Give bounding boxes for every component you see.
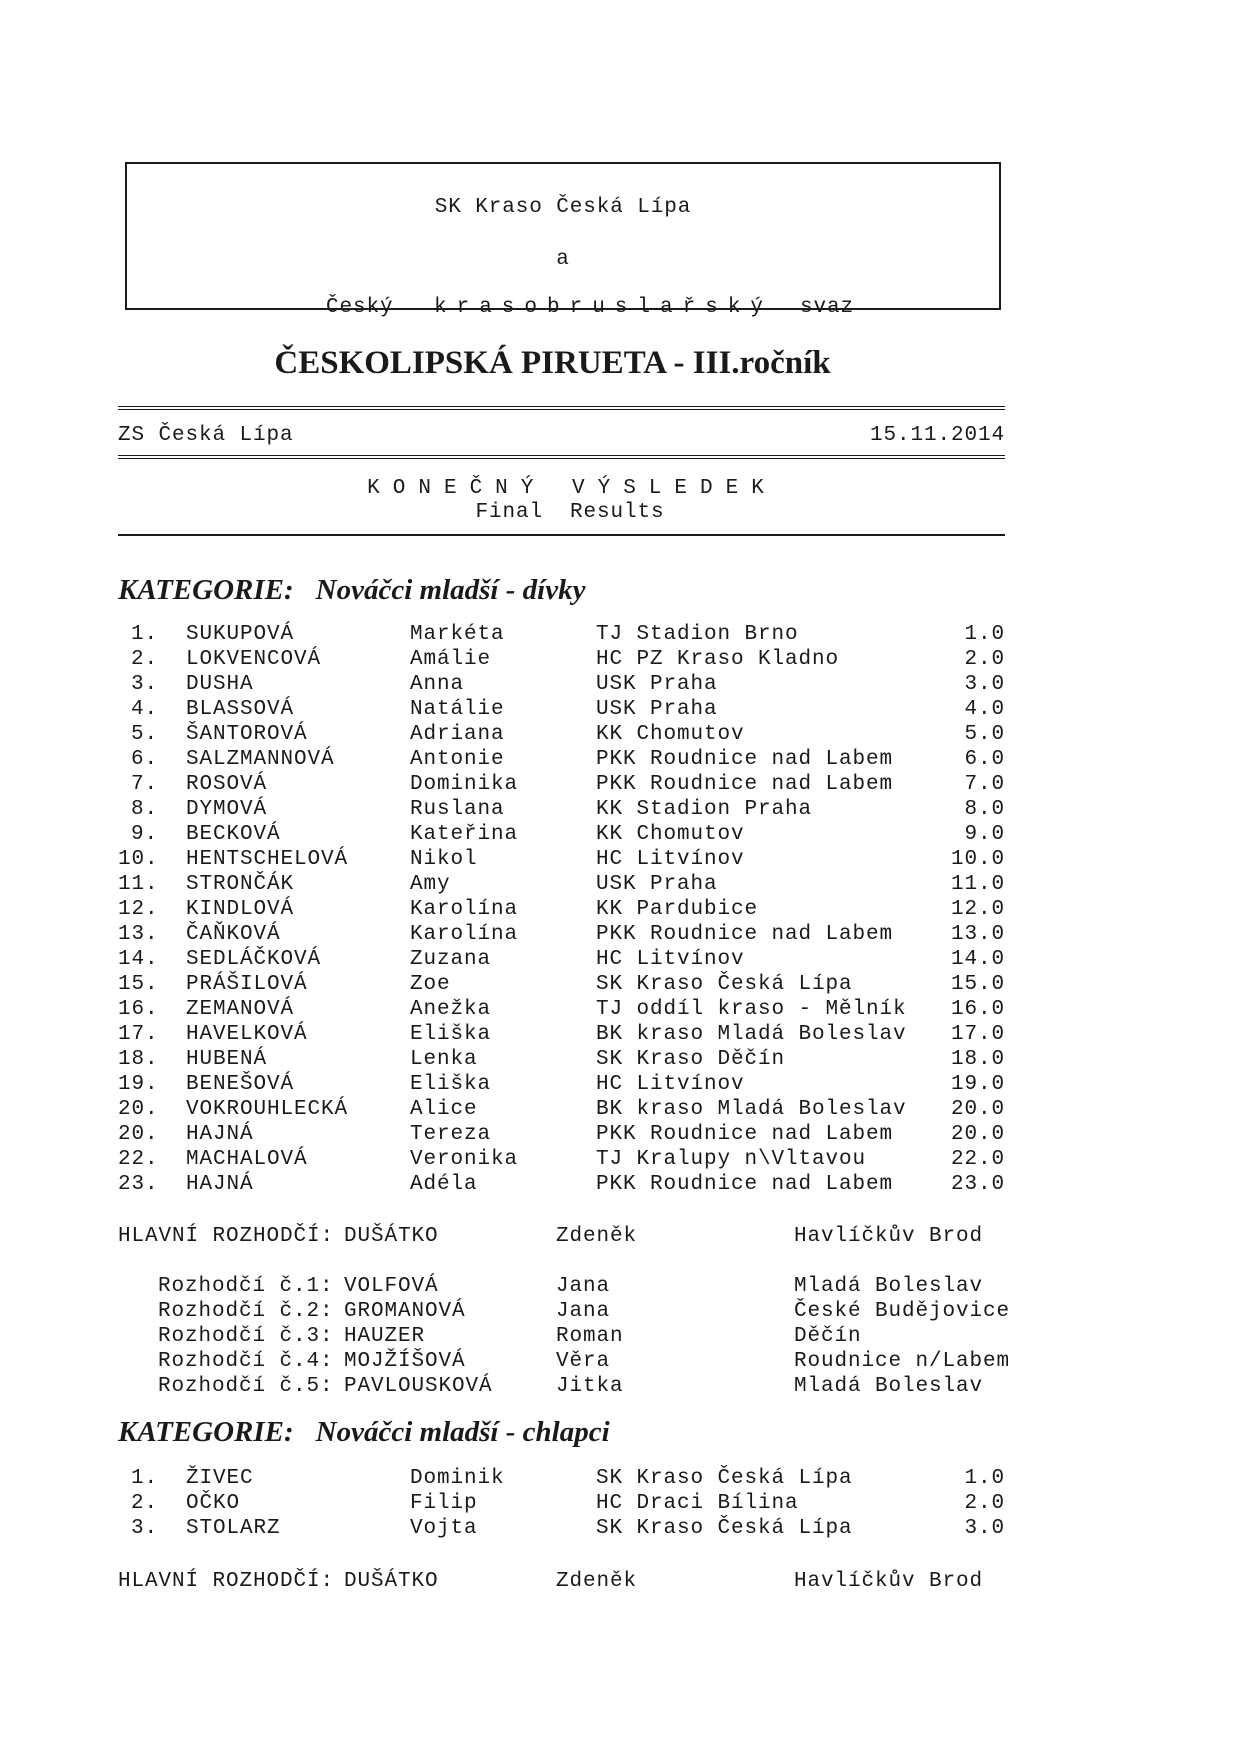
- rank-cell: 12.: [118, 898, 159, 921]
- first-name-cell: Natálie: [410, 698, 505, 721]
- judge-row: [0, 1350, 1240, 1375]
- score-cell: 6.0: [964, 748, 1005, 771]
- surname-cell: SALZMANNOVÁ: [186, 748, 335, 771]
- table-row: [0, 1517, 1240, 1542]
- table-row: [0, 948, 1240, 973]
- referee-label: HLAVNÍ ROZHODČÍ:: [118, 1225, 335, 1248]
- score-cell: 1.0: [964, 1467, 1005, 1490]
- surname-cell: STOLARZ: [186, 1517, 281, 1540]
- score-cell: 2.0: [964, 648, 1005, 671]
- referee-row: [0, 1225, 1240, 1250]
- first-name-cell: Filip: [410, 1492, 478, 1515]
- score-cell: 20.0: [950, 1123, 1005, 1146]
- score-cell: 3.0: [964, 673, 1005, 696]
- first-name-cell: Zoe: [410, 973, 451, 996]
- first-name-cell: Eliška: [410, 1023, 492, 1046]
- score-cell: 17.0: [950, 1023, 1005, 1046]
- first-name-cell: Anežka: [410, 998, 492, 1021]
- rank-cell: 9.: [130, 823, 158, 846]
- first-name-cell: Vojta: [410, 1517, 478, 1540]
- table-row: [0, 898, 1240, 923]
- score-cell: 7.0: [964, 773, 1005, 796]
- rank-cell: 22.: [118, 1148, 159, 1171]
- rank-cell: 6.: [130, 748, 158, 771]
- page-title: ČESKOLIPSKÁ PIRUETA - III.ročník: [274, 345, 831, 381]
- first-name-cell: Lenka: [410, 1048, 478, 1071]
- category-heading: [118, 1416, 610, 1449]
- first-name-cell: Karolína: [410, 923, 519, 946]
- judge-row: [0, 1300, 1240, 1325]
- surname-cell: LOKVENCOVÁ: [186, 648, 322, 671]
- first-name-cell: Adéla: [410, 1173, 478, 1196]
- judge-row: [0, 1275, 1240, 1300]
- first-name-cell: Nikol: [410, 848, 478, 871]
- first-name-cell: Dominik: [410, 1467, 505, 1490]
- surname-cell: SUKUPOVÁ: [186, 623, 295, 646]
- surname-cell: PRÁŠILOVÁ: [186, 973, 308, 996]
- first-name-cell: Karolína: [410, 898, 519, 921]
- club-cell: PKK Roudnice nad Labem: [596, 773, 894, 796]
- organizer-line-1: SK Kraso Česká Lípa: [434, 196, 692, 219]
- surname-cell: OČKO: [186, 1492, 241, 1515]
- score-cell: 16.0: [950, 998, 1005, 1021]
- club-cell: PKK Roudnice nad Labem: [596, 748, 894, 771]
- event-date: 15.11.2014: [869, 424, 1005, 447]
- first-name-cell: Eliška: [410, 1073, 492, 1096]
- score-cell: 4.0: [964, 698, 1005, 721]
- referee-city: Havlíčkův Brod: [794, 1225, 984, 1248]
- surname-cell: HUBENÁ: [186, 1048, 268, 1071]
- club-cell: TJ Kralupy n\Vltavou: [596, 1148, 867, 1171]
- table-row: [0, 1023, 1240, 1048]
- table-row: [0, 848, 1240, 873]
- surname-cell: KINDLOVÁ: [186, 898, 295, 921]
- table-row: [0, 1123, 1240, 1148]
- club-cell: USK Praha: [596, 698, 718, 721]
- club-cell: HC Litvínov: [596, 948, 745, 971]
- rank-cell: 7.: [130, 773, 158, 796]
- table-row: [0, 998, 1240, 1023]
- table-row: [0, 1467, 1240, 1492]
- judge-surname: MOJŽÍŠOVÁ: [344, 1350, 466, 1373]
- surname-cell: HAJNÁ: [186, 1123, 254, 1146]
- judge-role: Rozhodčí č.2:: [158, 1300, 334, 1323]
- club-cell: SK Kraso Česká Lípa: [596, 1467, 853, 1490]
- surname-cell: ŽIVEC: [186, 1467, 254, 1490]
- table-row: [0, 1492, 1240, 1517]
- rank-cell: 13.: [118, 923, 159, 946]
- referee-row: [0, 1570, 1240, 1595]
- table-row: [0, 973, 1240, 998]
- event-venue: ZS Česká Lípa: [118, 424, 294, 447]
- organizer-line-3-word-2: krasobruslařský: [433, 296, 774, 319]
- first-name-cell: Amy: [410, 873, 451, 896]
- referee-first-name: Zdeněk: [556, 1570, 638, 1593]
- table-row: [0, 723, 1240, 748]
- first-name-cell: Kateřina: [410, 823, 519, 846]
- score-cell: 1.0: [964, 623, 1005, 646]
- judge-row: [0, 1325, 1240, 1350]
- rank-cell: 20.: [118, 1123, 159, 1146]
- surname-cell: VOKROUHLECKÁ: [186, 1098, 349, 1121]
- first-name-cell: Adriana: [410, 723, 505, 746]
- club-cell: HC Litvínov: [596, 848, 745, 871]
- table-row: [0, 1073, 1240, 1098]
- divider-double-top: [118, 406, 1005, 410]
- rank-cell: 18.: [118, 1048, 159, 1071]
- rank-cell: 2.: [130, 1492, 158, 1515]
- rank-cell: 17.: [118, 1023, 159, 1046]
- organizer-line-3: [127, 273, 999, 342]
- score-cell: 18.0: [950, 1048, 1005, 1071]
- club-cell: USK Praha: [596, 873, 718, 896]
- table-row: [0, 873, 1240, 898]
- surname-cell: ROSOVÁ: [186, 773, 268, 796]
- table-row: [0, 1148, 1240, 1173]
- score-cell: 19.0: [950, 1073, 1005, 1096]
- rank-cell: 1.: [130, 1467, 158, 1490]
- rank-cell: 11.: [118, 873, 159, 896]
- organizer-line-3-word-3: svaz: [800, 296, 855, 319]
- table-row: [0, 823, 1240, 848]
- surname-cell: HAVELKOVÁ: [186, 1023, 308, 1046]
- judge-first-name: Věra: [556, 1350, 611, 1373]
- judge-city: Mladá Boleslav: [794, 1375, 984, 1398]
- first-name-cell: Anna: [410, 673, 465, 696]
- first-name-cell: Antonie: [410, 748, 505, 771]
- score-cell: 3.0: [964, 1517, 1005, 1540]
- category-name: Nováčci mladší - dívky: [315, 574, 586, 606]
- judge-city: Děčín: [794, 1325, 862, 1348]
- results-subheading: Final Results: [475, 501, 665, 524]
- judge-role: Rozhodčí č.4:: [158, 1350, 334, 1373]
- score-cell: 2.0: [964, 1492, 1005, 1515]
- club-cell: HC PZ Kraso Kladno: [596, 648, 840, 671]
- judge-surname: GROMANOVÁ: [344, 1300, 466, 1323]
- results-heading: KONEČNÝ VÝSLEDEK: [367, 477, 777, 500]
- first-name-cell: Markéta: [410, 623, 505, 646]
- judge-surname: HAUZER: [344, 1325, 426, 1348]
- category-name: Nováčci mladší - chlapci: [315, 1416, 610, 1448]
- rank-cell: 20.: [118, 1098, 159, 1121]
- rank-cell: 15.: [118, 973, 159, 996]
- first-name-cell: Veronika: [410, 1148, 519, 1171]
- judge-first-name: Jitka: [556, 1375, 624, 1398]
- club-cell: KK Stadion Praha: [596, 798, 813, 821]
- rank-cell: 8.: [130, 798, 158, 821]
- surname-cell: ČAŇKOVÁ: [186, 923, 281, 946]
- judge-first-name: Roman: [556, 1325, 624, 1348]
- rank-cell: 3.: [130, 1517, 158, 1540]
- surname-cell: BECKOVÁ: [186, 823, 281, 846]
- judge-first-name: Jana: [556, 1275, 611, 1298]
- club-cell: SK Kraso Česká Lípa: [596, 973, 853, 996]
- club-cell: PKK Roudnice nad Labem: [596, 923, 894, 946]
- judge-role: Rozhodčí č.1:: [158, 1275, 334, 1298]
- club-cell: SK Kraso Děčín: [596, 1048, 786, 1071]
- club-cell: BK kraso Mladá Boleslav: [596, 1023, 907, 1046]
- referee-surname: DUŠÁTKO: [344, 1570, 439, 1593]
- judge-surname: PAVLOUSKOVÁ: [344, 1375, 493, 1398]
- rank-cell: 4.: [130, 698, 158, 721]
- club-cell: PKK Roudnice nad Labem: [596, 1173, 894, 1196]
- surname-cell: MACHALOVÁ: [186, 1148, 308, 1171]
- judge-city: Mladá Boleslav: [794, 1275, 984, 1298]
- score-cell: 9.0: [964, 823, 1005, 846]
- surname-cell: HENTSCHELOVÁ: [186, 848, 349, 871]
- surname-cell: BLASSOVÁ: [186, 698, 295, 721]
- rank-cell: 14.: [118, 948, 159, 971]
- club-cell: HC Litvínov: [596, 1073, 745, 1096]
- surname-cell: DUSHA: [186, 673, 254, 696]
- score-cell: 13.0: [950, 923, 1005, 946]
- table-row: [0, 773, 1240, 798]
- first-name-cell: Amálie: [410, 648, 492, 671]
- rank-cell: 5.: [130, 723, 158, 746]
- rank-cell: 16.: [118, 998, 159, 1021]
- judge-role: Rozhodčí č.5:: [158, 1375, 334, 1398]
- organizer-header-box: [125, 162, 1001, 319]
- referee-city: Havlíčkův Brod: [794, 1570, 984, 1593]
- first-name-cell: Zuzana: [410, 948, 492, 971]
- club-cell: USK Praha: [596, 673, 718, 696]
- judge-row: [0, 1375, 1240, 1400]
- surname-cell: DYMOVÁ: [186, 798, 268, 821]
- score-cell: 15.0: [950, 973, 1005, 996]
- organizer-line-3-word-1: Český: [325, 296, 394, 319]
- score-cell: 22.0: [950, 1148, 1005, 1171]
- club-cell: PKK Roudnice nad Labem: [596, 1123, 894, 1146]
- club-cell: BK kraso Mladá Boleslav: [596, 1098, 907, 1121]
- judge-first-name: Jana: [556, 1300, 611, 1323]
- surname-cell: HAJNÁ: [186, 1173, 254, 1196]
- category-heading: [118, 574, 585, 607]
- surname-cell: ŠANTOROVÁ: [186, 723, 308, 746]
- table-row: [0, 1098, 1240, 1123]
- surname-cell: SEDLÁČKOVÁ: [186, 948, 322, 971]
- score-cell: 8.0: [964, 798, 1005, 821]
- table-row: [0, 623, 1240, 648]
- surname-cell: STRONČÁK: [186, 873, 295, 896]
- category-label: KATEGORIE:: [118, 574, 294, 606]
- table-row: [0, 1173, 1240, 1198]
- rank-cell: 10.: [118, 848, 159, 871]
- table-row: [0, 673, 1240, 698]
- table-row: [0, 698, 1240, 723]
- judge-surname: VOLFOVÁ: [344, 1275, 439, 1298]
- first-name-cell: Ruslana: [410, 798, 505, 821]
- club-cell: SK Kraso Česká Lípa: [596, 1517, 853, 1540]
- divider-results: [118, 534, 1005, 536]
- category-label: KATEGORIE:: [118, 1416, 294, 1448]
- club-cell: KK Chomutov: [596, 823, 745, 846]
- judge-role: Rozhodčí č.3:: [158, 1325, 334, 1348]
- score-cell: 5.0: [964, 723, 1005, 746]
- rank-cell: 1.: [130, 623, 158, 646]
- referee-surname: DUŠÁTKO: [344, 1225, 439, 1248]
- score-cell: 12.0: [950, 898, 1005, 921]
- table-row: [0, 748, 1240, 773]
- divider-double-bottom: [118, 455, 1005, 459]
- first-name-cell: Dominika: [410, 773, 519, 796]
- score-cell: 20.0: [950, 1098, 1005, 1121]
- table-row: [0, 798, 1240, 823]
- club-cell: KK Chomutov: [596, 723, 745, 746]
- first-name-cell: Alice: [410, 1098, 478, 1121]
- table-row: [0, 648, 1240, 673]
- score-cell: 14.0: [950, 948, 1005, 971]
- club-cell: TJ oddíl kraso - Mělník: [596, 998, 907, 1021]
- score-cell: 10.0: [950, 848, 1005, 871]
- score-cell: 11.0: [950, 873, 1005, 896]
- referee-first-name: Zdeněk: [556, 1225, 638, 1248]
- club-cell: KK Pardubice: [596, 898, 759, 921]
- club-cell: HC Draci Bílina: [596, 1492, 799, 1515]
- score-cell: 23.0: [950, 1173, 1005, 1196]
- rank-cell: 23.: [118, 1173, 159, 1196]
- first-name-cell: Tereza: [410, 1123, 492, 1146]
- rank-cell: 3.: [130, 673, 158, 696]
- judge-city: České Budějovice: [794, 1300, 1011, 1323]
- rank-cell: 19.: [118, 1073, 159, 1096]
- organizer-line-2: a: [556, 248, 570, 271]
- club-cell: TJ Stadion Brno: [596, 623, 799, 646]
- judge-city: Roudnice n/Labem: [794, 1350, 1011, 1373]
- surname-cell: ZEMANOVÁ: [186, 998, 295, 1021]
- surname-cell: BENEŠOVÁ: [186, 1073, 295, 1096]
- referee-label: HLAVNÍ ROZHODČÍ:: [118, 1570, 335, 1593]
- table-row: [0, 1048, 1240, 1073]
- table-row: [0, 923, 1240, 948]
- rank-cell: 2.: [130, 648, 158, 671]
